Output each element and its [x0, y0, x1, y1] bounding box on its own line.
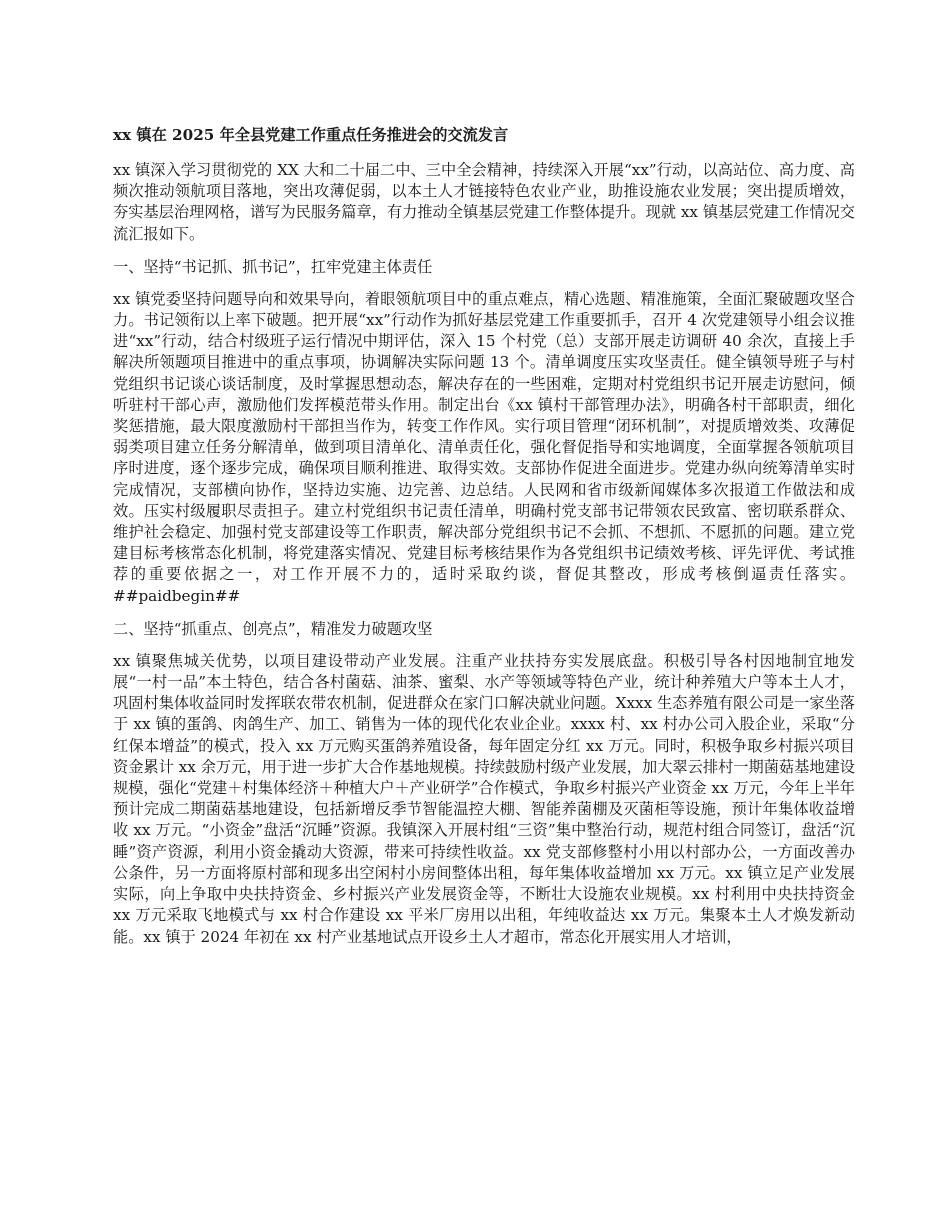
- section-1-heading: 一、坚持“书记抓、抓书记”，扛牢党建主体责任: [113, 257, 433, 276]
- section-2-body: xx 镇聚焦城关优势，以项目建设带动产业发展。注重产业扶持夯实发展底盘。积极引导各村因地制宜地发展“一村一品”本土特色，结合各村菌菇、油茶、蜜梨、水产等领域等特色产业，统计种养殖大户等本土人才，巩固村集体收益同时发挥联农带农机制，促进群众在家门口解决就业问题。Xxxx 生态养殖有限公司是一家坐落于 xx 镇的蛋鸽、肉鸽生产、加工、销售为一体的现代化农业企业。xxxx 村、xx 村办公司入股企业，采取“分红保本增益”的模式，投入 xx 万元购买蛋鸽养殖设备，每年固定分红 xx 万元。同时，积极争取乡村振兴项目资金累计 xx 余万元，用于进一步扩大合作基地规模。持续鼓励村级产业发展，加大翠云排村一期菌菇基地建设规模，强化“党建＋村集体经济＋种植大户＋产业研学”合作模式，争取乡村振兴产业资金 xx 万元，今年上半年预计完成二期菌菇基地建设，包括新增反季节智能温控大棚、智能养菌棚及灭菌柜等设施，预计年集体收益增收 xx 万元。“小资金”盘活“沉睡”资源。我镇深入开展村组“三资”集中整治行动，规范村组合同签订，盘活“沉睡”资产资源，利用小资金撬动大资源，带来可持续性收益。xx 党支部修整村小用以村部办公，一方面改善办公条件，另一方面将原村部和现多出空闲村小房间整体出租，每年集体收益增加 xx 万元。xx 镇立足产业发展实际，向上争取中央扶持资金、乡村振兴产业发展资金等，不断壮大设施农业规模。xx 村利用中央扶持资金 xx 万元采取飞地模式与 xx 村合作建设 xx 平米厂房用以出租，年纯收益达 xx 万元。集聚本土人才焕发新动能。xx 镇于 2024 年初在 xx 村产业基地试点开设乡土人才超市，常态化开展实用人才培训，: [113, 651, 855, 946]
- intro-paragraph: xx 镇深入学习贯彻党的 XX 大和二十届二中、三中全会精神，持续深入开展“xx”行动，以高站位、高力度、高频次推动领航项目落地，突出攻薄促弱，以本土人才链接特色农业产业，助推设施农业发展；突出提质增效，夯实基层治理网格，谱写为民服务篇章，有力推动全镇基层党建工作整体提升。现就 xx 镇基层党建工作情况交流汇报如下。: [113, 161, 855, 243]
- document-title: xx 镇在 2025 年全县党建工作重点任务推进会的交流发言: [113, 126, 509, 144]
- section-2-heading: 二、坚持“抓重点、创亮点”，精准发力破题攻坚: [113, 619, 433, 638]
- section-1-body: xx 镇党委坚持问题导向和效果导向，着眼领航项目中的重点难点，精心选题、精准施策，全面汇聚破题攻坚合力。书记领衔以上率下破题。把开展“xx”行动作为抓好基层党建工作重要抓手，召开 4 次党建领导小组会议推进“xx”行动，结合村级班子运行情况中期评估，深入 15 个村党（总）支部开展走访调研 40 余次，直接上手解决所领题项目推进中的重点事项，协调解决实际问题 13 个。清单调度压实攻坚责任。健全镇领导班子与村党组织书记谈心谈话制度，及时掌握思想动态，解决存在的一些困难，定期对村党组织书记开展走访慰问，倾听驻村干部心声，激励他们发挥模范带头作用。制定出台《xx 镇村干部管理办法》，明确各村干部职责，细化奖惩措施，最大限度激励村干部担当作为，转变工作作风。实行项目管理“闭环机制”，对提质增效类、攻薄促弱类项目建立任务分解清单，做到项目清单化、清单责任化，强化督促指导和实地调度，全面掌握各领航项目序时进度，逐个逐步完成，确保项目顺利推进、取得实效。支部协作促进全面进步。党建办纵向统筹清单实时完成情况，支部横向协作，坚持边实施、边完善、边总结。人民网和省市级新闻媒体多次报道工作做法和成效。压实村级履职尽责担子。建立村党组织书记责任清单，明确村党支部书记带领农民致富、密切联系群众、维护社会稳定、加强村党支部建设等工作职责，解决部分党组织书记不会抓、不想抓、不愿抓的问题。建立党建目标考核常态化机制，将党建落实情况、党建目标考核结果作为各党组织书记绩效考核、评先评优、考试推荐的重要依据之一，对工作开展不力的，适时采取约谈，督促其整改，形成考核倒逼责任落实。##paidbegin##: [113, 289, 855, 605]
- document-page: [113, 124, 855, 959]
